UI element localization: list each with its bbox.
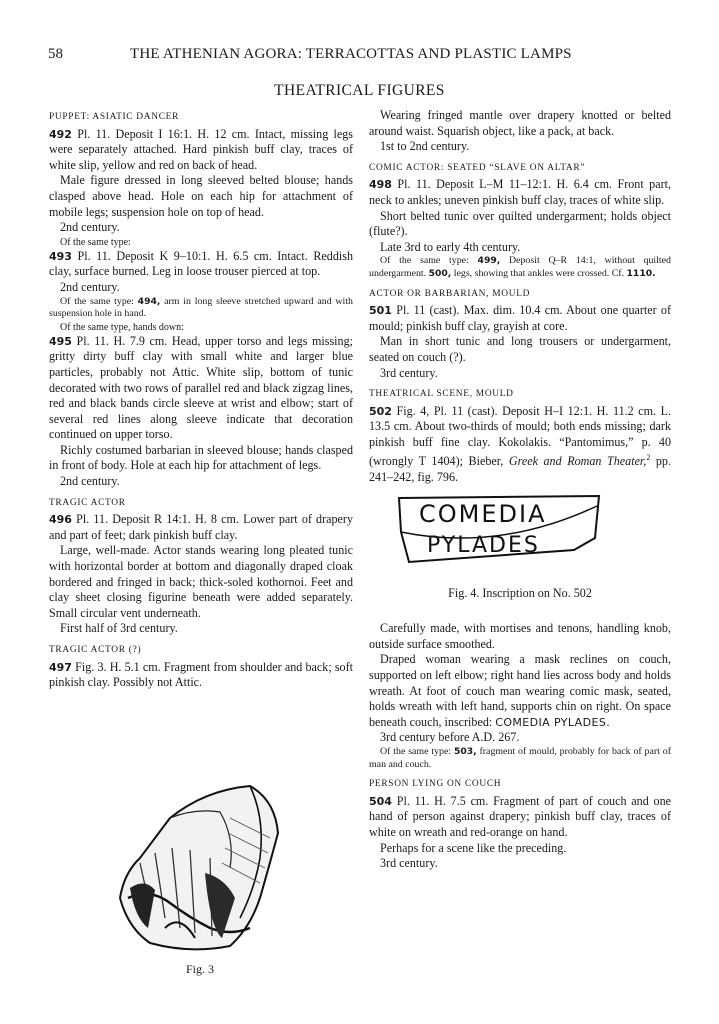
heading-person-lying: PERSON LYING ON COUCH: [369, 779, 502, 790]
entry-496: [49, 512, 353, 543]
note-503: [369, 746, 671, 771]
same-type-note: Of the same type:: [60, 236, 131, 248]
entry-number: 497: [49, 660, 72, 674]
entry-text: Pl. 11. Deposit I 16:1. H. 12 cm. Intact, missing legs were separately attached. Hard pinkish buff clay, traces of white slip, yellow and red on back of head.: [49, 126, 353, 172]
entry-496-description: Large, well-made. Actor stands wearing long pleated tunic with horizontal border at bottom and diagonally draped cloak bordered and fringed in back; thick-soled kothornoi. Feet and clay sheet closing figurine beneath were added separately. Small circular vent underneath.: [49, 543, 353, 620]
figure-4-inscription: [369, 492, 671, 582]
running-head: THE ATHENIAN AGORA: TERRACOTTAS AND PLASTIC LAMPS: [130, 46, 572, 62]
inscription-sketch: [369, 492, 671, 582]
entry-502-description-2: [369, 652, 671, 730]
fragment-sketch: [110, 778, 290, 958]
entry-492: [49, 127, 353, 174]
entry-text: Pl. 11 (cast). Max. dim. 10.4 cm. About one quarter of mould; pinkish buff clay, grayish at core.: [369, 303, 671, 333]
entry-502: [369, 404, 671, 486]
entry-text: Pl. 11. Deposit K 9–10:1. H. 6.5 cm. Intact. Reddish clay, surface burned. Leg in loose trouser pierced at top.: [49, 248, 353, 279]
entry-number: 499,: [477, 255, 501, 267]
left-column: [49, 106, 353, 691]
entry-498-date: Late 3rd to early 4th century.: [380, 239, 521, 254]
note-text: Of the same type:: [60, 295, 138, 307]
heading-tragic-actor-query: TRAGIC ACTOR (?): [49, 645, 142, 655]
entry-495-date: 2nd century.: [60, 474, 120, 489]
inscription-text: COMEDIA PYLADES.: [495, 715, 611, 729]
entry-number: 494,: [137, 295, 161, 307]
entry-501-description: Man in short tunic and long trousers or undergarment, seated on couch (?).: [369, 334, 671, 364]
note-494: [49, 296, 353, 321]
entry-text: Pl. 11. Deposit L–M 11–12:1. H. 6.4 cm. Front part, neck to ankles; uneven pinkish buff clay, traces of white slip.: [369, 177, 671, 207]
entry-502-description-1: Carefully made, with mortises and tenons, handling knob, outside surface smoothed.: [369, 621, 671, 651]
page-number: 58: [48, 46, 63, 62]
entry-number: 1110.: [626, 267, 656, 279]
entry-497-date: 1st to 2nd century.: [380, 139, 470, 154]
figure-4-caption: Fig. 4. Inscription on No. 502: [448, 585, 592, 600]
note-text: Of the same type:: [380, 255, 478, 267]
entry-text: Fig. 3. H. 5.1 cm. Fragment from shoulder and back; soft pinkish clay. Possibly not Attic.: [49, 659, 353, 690]
heading-tragic-actor: TRAGIC ACTOR: [49, 497, 126, 508]
entry-497-continued: Wearing fringed mantle over drapery knotted or belted around waist. Squarish object, like a pack, at back.: [369, 108, 671, 138]
note-text: arm in long sleeve stretched upward and with suspension hole in hand.: [49, 295, 353, 320]
book-title: Greek and Roman Theater,: [508, 454, 647, 469]
entry-492-date: 2nd century.: [60, 220, 120, 235]
heading-puppet: PUPPET: ASIATIC DANCER: [49, 112, 180, 122]
entry-504-description: Perhaps for a scene like the preceding.: [380, 840, 567, 855]
entry-text: Pl. 11. H. 7.9 cm. Head, upper torso and legs missing; gritty dirty buff clay with small white and larger blue particles, probably not Attic. White slip, bottom of tunic decorated with two rows of parallel red and black zigzag lines, red and black bands circle sleeve at wrist and elbow; start of several red lines along sleeve indicate that decoration continued on upper torso.: [49, 333, 353, 442]
heading-actor-or-barbarian: ACTOR OR BARBARIAN, MOULD: [369, 288, 531, 299]
entry-text: Pl. 11. Deposit R 14:1. H. 8 cm. Lower part of drapery and part of feet; dark pinkish buff clay.: [49, 512, 353, 542]
entry-number: 501: [369, 304, 392, 318]
entry-504: [369, 794, 671, 841]
entry-number: 492: [49, 127, 72, 141]
heading-comic-actor: COMIC ACTOR: SEATED “SLAVE ON ALTAR”: [369, 162, 586, 173]
entry-495-description: Richly costumed barbarian in sleeved blouse; hands clasped in front of body. Hole at each hip for attachment of legs.: [49, 442, 353, 473]
entry-493-date: 2nd century.: [60, 279, 120, 294]
entry-495: [49, 334, 353, 443]
entry-number: 495: [49, 334, 72, 348]
entry-496-date: First half of 3rd century.: [60, 621, 178, 636]
entry-number: 502: [369, 404, 392, 418]
entry-text: Pl. 11. H. 7.5 cm. Fragment of part of couch and one hand of person against drapery; pinkish buff clay, traces of white on wreath and red-orange on hand.: [369, 793, 671, 839]
entry-502-date: 3rd century before A.D. 267.: [380, 730, 520, 745]
entry-498-description: Short belted tunic over quilted undergarment; holds object (flute?).: [369, 208, 671, 239]
entry-number: 503,: [453, 746, 477, 758]
note-text: Of the same type:: [380, 746, 454, 758]
entry-501-date: 3rd century.: [380, 365, 438, 380]
entry-504-date: 3rd century.: [380, 856, 438, 871]
entry-497: [49, 660, 353, 691]
entry-number: 504: [369, 794, 392, 808]
figure-3-drawing: [110, 778, 290, 958]
note-text: legs, showing that ankles were crossed. Cf.: [451, 267, 627, 279]
entry-text: Fig. 4, Pl. 11 (cast). Deposit H–I 12:1. H. 11.2 cm. L. 13.5 cm. About two-thirds of mould; both ends missing; dark pinkish buff fine clay. Kokolakis. “Pantomimus,” p. 40 (wrongly T 1404); Bieber,: [369, 403, 671, 469]
entry-493: [49, 249, 353, 280]
entry-number: 500,: [428, 267, 452, 279]
right-column: [369, 108, 671, 872]
entry-501: [369, 303, 671, 334]
entry-text: Draped woman wearing a mask reclines on couch, supported on left elbow; right hand lies across body and holds wreath. At foot of couch man wearing comic mask, seated, holds wreath with left hand, supports chin on right. On space beneath couch, inscribed:: [369, 652, 671, 729]
heading-theatrical-scene: THEATRICAL SCENE, MOULD: [369, 389, 514, 400]
entry-492-description: Male figure dressed in long sleeved belted blouse; hands clasped above head. Hole on each hip for attachment of mobile legs; suspension hole on top of head.: [49, 173, 353, 219]
entry-number: 498: [369, 178, 392, 192]
note-499-500: [369, 255, 671, 280]
section-title: THEATRICAL FIGURES: [274, 82, 445, 99]
entry-498: [369, 177, 671, 208]
figure-3-caption: Fig. 3: [185, 962, 214, 976]
note-text: fragment of mould, probably for back of part of man and couch.: [369, 746, 671, 770]
same-type-note: Of the same type, hands down:: [60, 321, 184, 333]
entry-text: pp. 241–242, fig. 796.: [369, 454, 671, 485]
inscription-line-2: PYLADES: [427, 532, 540, 558]
inscription-line-1: COMEDIA: [419, 499, 547, 528]
footnote-mark: 2: [646, 453, 651, 463]
note-text: Deposit Q–R 14:1, without quilted undergarment.: [369, 255, 671, 279]
entry-number: 496: [49, 513, 72, 527]
entry-number: 493: [49, 249, 72, 263]
